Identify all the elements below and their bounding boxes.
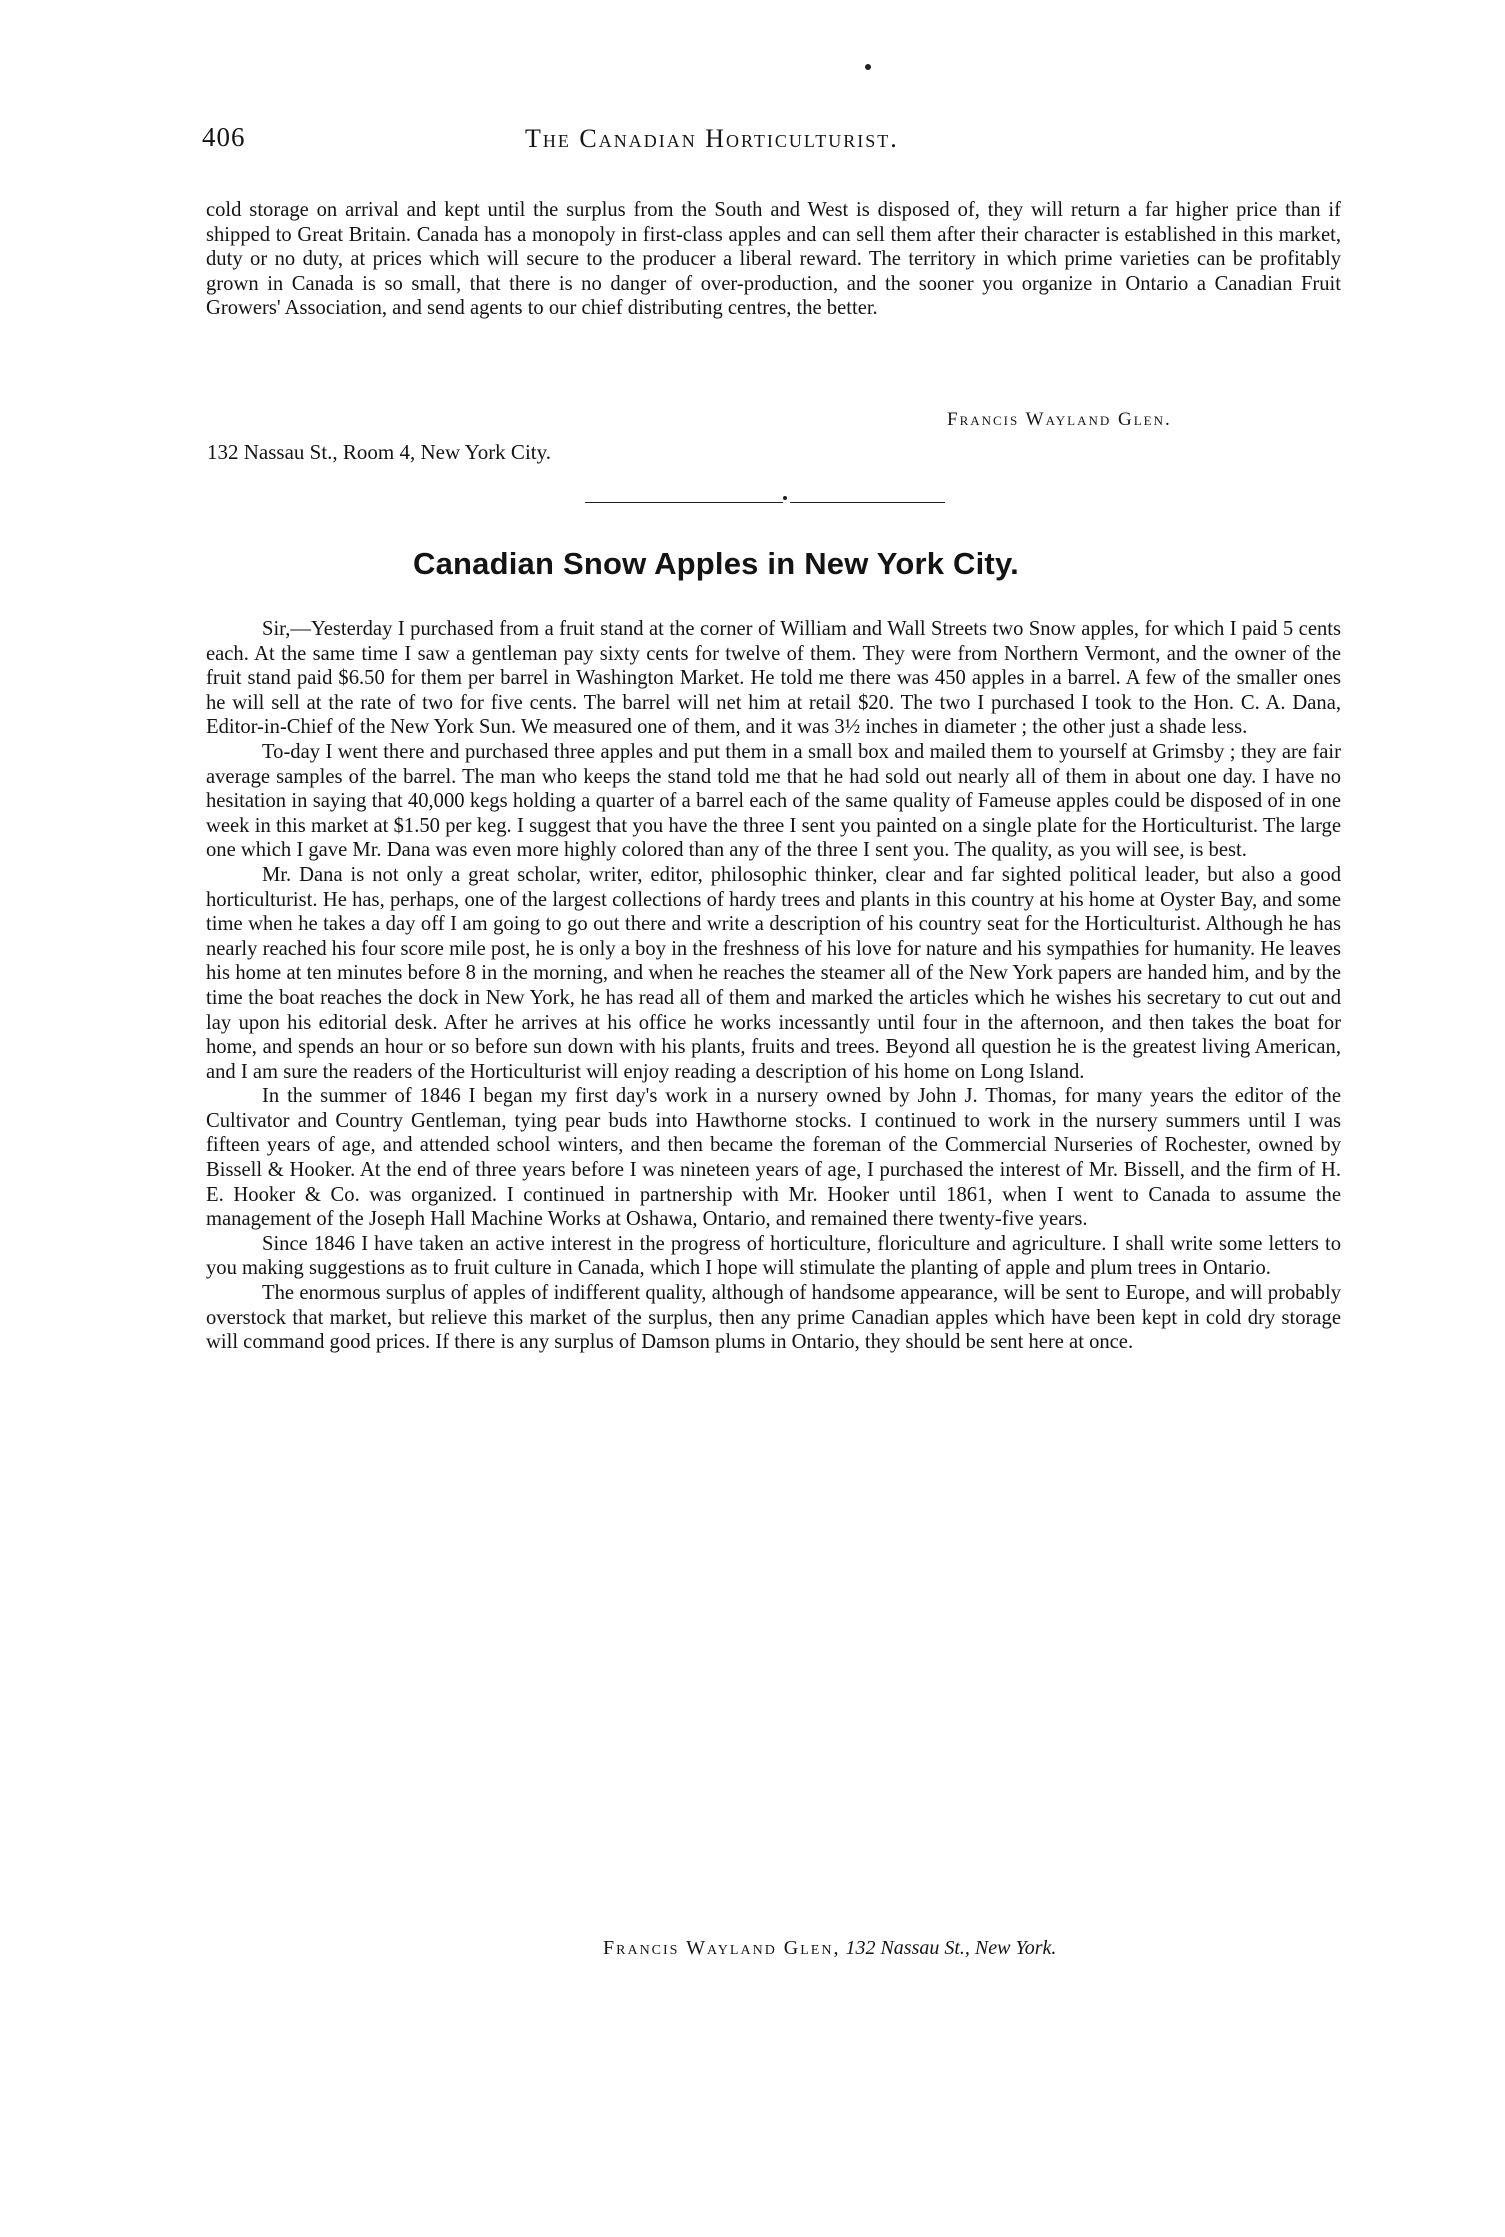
article-paragraph-5: Since 1846 I have taken an active interest in the progress of horticulture, floriculture and agriculture. I shall write some letters to you making suggestions as to fruit culture in Canada, which I hope will stimulate the planting of apple and plum trees in Ontario. <box>206 1232 1341 1280</box>
running-head: The Canadian Horticulturist. <box>525 124 899 153</box>
page-mark-dot <box>865 64 871 70</box>
section-divider-right <box>790 502 945 503</box>
article-paragraph-6: The enormous surplus of apples of indifferent quality, although of handsome appearance, will be sent to Europe, and will probably overstock that market, but relieve this market of the surplus, then any prime Canadian apples which have been kept in cold dry storage will command good prices. If there is any surplus of Damson plums in Ontario, they should be sent here at once. <box>206 1282 1341 1354</box>
article-body <box>206 617 1341 1355</box>
previous-article-paragraph: cold storage on arrival and kept until the surplus from the South and West is disposed of, they will return a far higher price than if shipped to Great Britain. Canada has a monopoly in first-class apples and can sell them after their character is established in this market, duty or no duty, at prices which will secure to the producer a liberal reward. The territory in which prime varieties can be profitably grown in Canada is so small, that there is no danger of over-production, and the sooner you organize in Ontario a Canadian Fruit Growers' Association, and send agents to our chief distributing centres, the better. <box>206 199 1341 320</box>
article-signature <box>603 1937 1056 1960</box>
article-paragraph-4: In the summer of 1846 I began my first day's work in a nursery owned by John J. Thomas, for many years the editor of the Cultivator and Country Gentleman, tying pear buds into Hawthorne stocks. I continued to work in the nursery summers until I was fifteen years of age, and attended school winters, and then became the foreman of the Commercial Nurseries of Rochester, owned by Bissell & Hooker. At the end of three years before I was nineteen years of age, I purchased the interest of Mr. Bissell, and the firm of H. E. Hooker & Co. was organized. I continued in partnership with Mr. Hooker until 1861, when I went to Canada to assume the management of the Joseph Hall Machine Works at Oshawa, Ontario, and remained there twenty-five years. <box>206 1085 1341 1231</box>
article-signature-name: Francis Wayland Glen, <box>603 1937 841 1959</box>
article-paragraph-3: Mr. Dana is not only a great scholar, writer, editor, philosophic thinker, clear and far sighted political leader, but also a good horticulturist. He has, perhaps, one of the largest collections of hardy trees and plants in this country at his home at Oyster Bay, and some time when he takes a day off I am going to go out there and write a description of his country seat for the Horticulturist. Although he has nearly reached his four score mile post, he is only a boy in the freshness of his love for nature and his sympathies for humanity. He leaves his home at ten minutes before 8 in the morning, and when he reaches the steamer all of the New York papers are handed him, and by the time the boat reaches the dock in New York, he has read all of them and marked the articles which he wishes his secretary to cut out and lay upon his editorial desk. After he arrives at his office he works incessantly until four in the afternoon, and then takes the boat for home, and spends an hour or so before sun down with his plants, fruits and trees. Beyond all question he is the greatest living American, and I am sure the readers of the Horticulturist will enjoy reading a description of his home on Long Island. <box>206 863 1341 1083</box>
article-paragraph-1: Sir,—Yesterday I purchased from a fruit stand at the corner of William and Wall Streets two Snow apples, for which I paid 5 cents each. At the same time I saw a gentleman pay sixty cents for twelve of them. They were from Northern Vermont, and the owner of the fruit stand paid $6.50 for them per barrel in Washington Market. He told me there was 450 apples in a barrel. A few of the smaller ones he will sell at the rate of two for five cents. The barrel will net him at retail $20. The two I purchased I took to the Hon. C. A. Dana, Editor-in-Chief of the New York Sun. We measured one of them, and it was 3½ inches in diameter ; the other just a shade less. <box>206 618 1341 739</box>
section-divider-left <box>585 502 783 503</box>
previous-article-address: 132 Nassau St., Room 4, New York City. <box>207 440 551 464</box>
previous-article-text <box>206 198 1341 321</box>
article-signature-address: 132 Nassau St., New York. <box>845 1937 1057 1959</box>
section-divider-dot <box>783 496 787 500</box>
article-paragraph-2: To-day I went there and purchased three apples and put them in a small box and mailed them to yourself at Grimsby ; they are fair average samples of the barrel. The man who keeps the stand told me that he had sold out nearly all of them in about one day. I have no hesitation in saying that 40,000 kegs holding a quarter of a barrel each of the same quality of Fameuse apples could be disposed of in one week in this market at $1.50 per keg. I suggest that you have the three I sent you painted on a single plate for the Horticulturist. The large one which I gave Mr. Dana was even more highly colored than any of the three I sent you. The quality, as you will see, is best. <box>206 740 1341 862</box>
article-title: Canadian Snow Apples in New York City. <box>413 546 1019 581</box>
previous-article-signature: Francis Wayland Glen. <box>947 409 1172 430</box>
page-number: 406 <box>202 122 246 152</box>
